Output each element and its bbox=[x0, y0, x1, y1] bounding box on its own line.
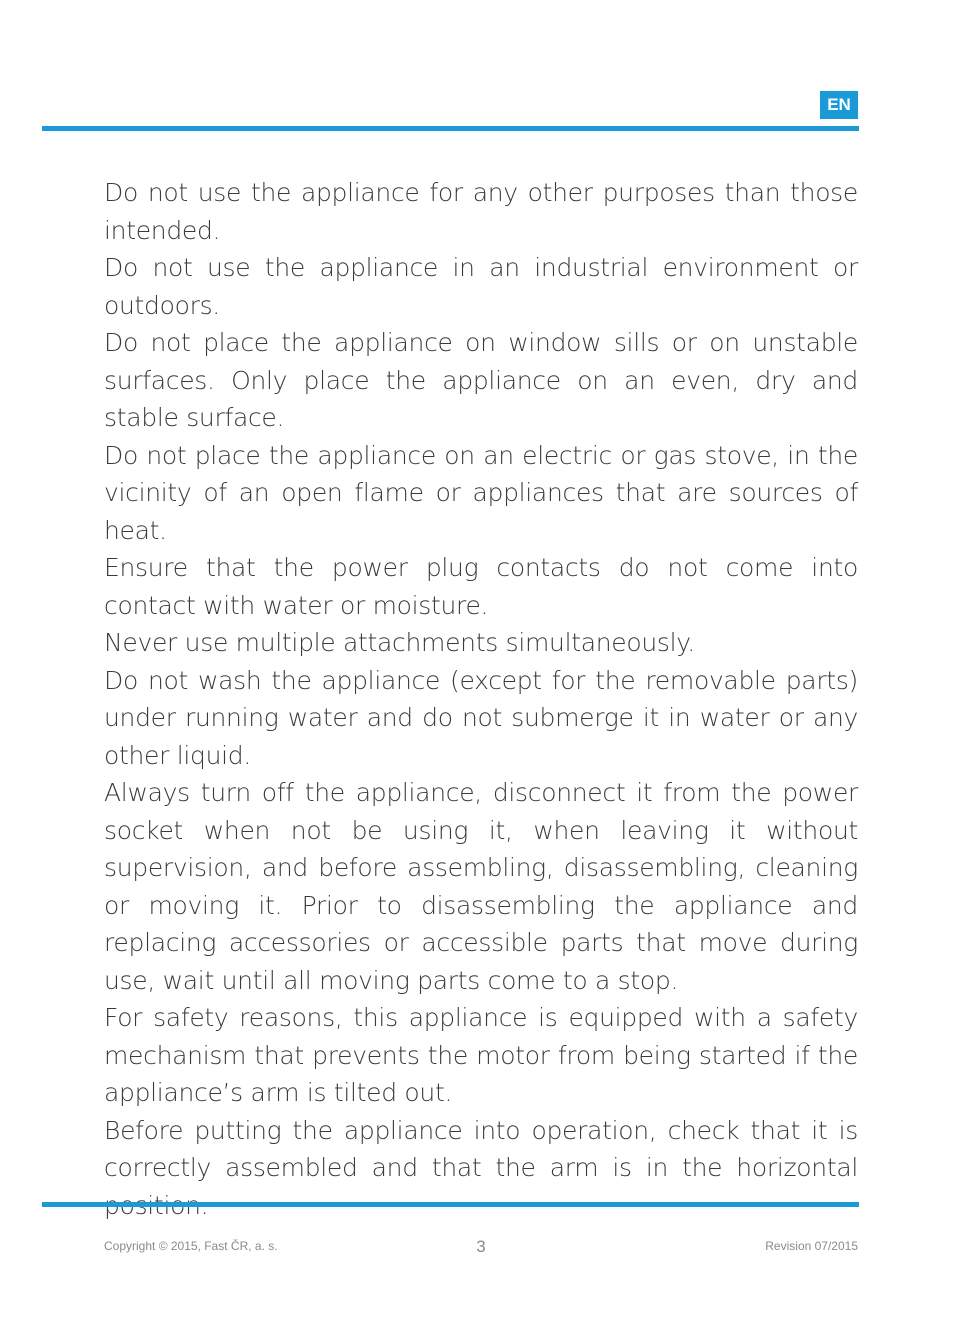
footer-copyright: Copyright © 2015, Fast ČR, a. s. bbox=[104, 1239, 278, 1253]
page-number: 3 bbox=[476, 1237, 486, 1256]
paragraph-intended-use: Do not use the appliance for any other purposes than those intended. bbox=[104, 178, 858, 245]
paragraph-turn-off-disconnect: Always turn off the appliance, disconnect it from the power socket when not be using it, when leaving it without supervision, and before assembling, disassembling, cleaning or moving it. Prior to disassembling the appliance and replacing accessories or accessible parts that move during use, wait until all moving parts come to a stop. bbox=[104, 778, 858, 995]
footer-divider bbox=[42, 1202, 859, 1207]
paragraph-industrial-environment: Do not use the appliance in an industrial environment or outdoors. bbox=[104, 253, 858, 320]
paragraph-plug-moisture: Ensure that the power plug contacts do not come into contact with water or moisture. bbox=[104, 553, 858, 620]
header-divider bbox=[42, 126, 859, 131]
page-content bbox=[104, 174, 858, 1224]
paragraph-safety-mechanism: For safety reasons, this appliance is equipped with a safety mechanism that prevents the motor from being started if the appliance’s arm is tilted out. bbox=[104, 1003, 858, 1107]
paragraph-placement-surface: Do not place the appliance on window sills or on unstable surfaces. Only place the appliance on an even, dry and stable surface. bbox=[104, 328, 858, 432]
footer-revision: Revision 07/2015 bbox=[765, 1239, 858, 1253]
paragraph-washing: Do not wash the appliance (except for the removable parts) under running water and do not submerge it in water or any other liquid. bbox=[104, 665, 858, 770]
paragraph-heat-sources: Do not place the appliance on an electric or gas stove, in the vicinity of an open flame or appliances that are sources of heat. bbox=[104, 440, 858, 545]
paragraph-multiple-attachments: Never use multiple attachments simultaneously. bbox=[104, 628, 695, 657]
language-badge: EN bbox=[820, 91, 858, 119]
paragraph-before-operation: Before putting the appliance into operation, check that it is correctly assembled and that the arm is in the horizontal bbox=[104, 1115, 858, 1182]
